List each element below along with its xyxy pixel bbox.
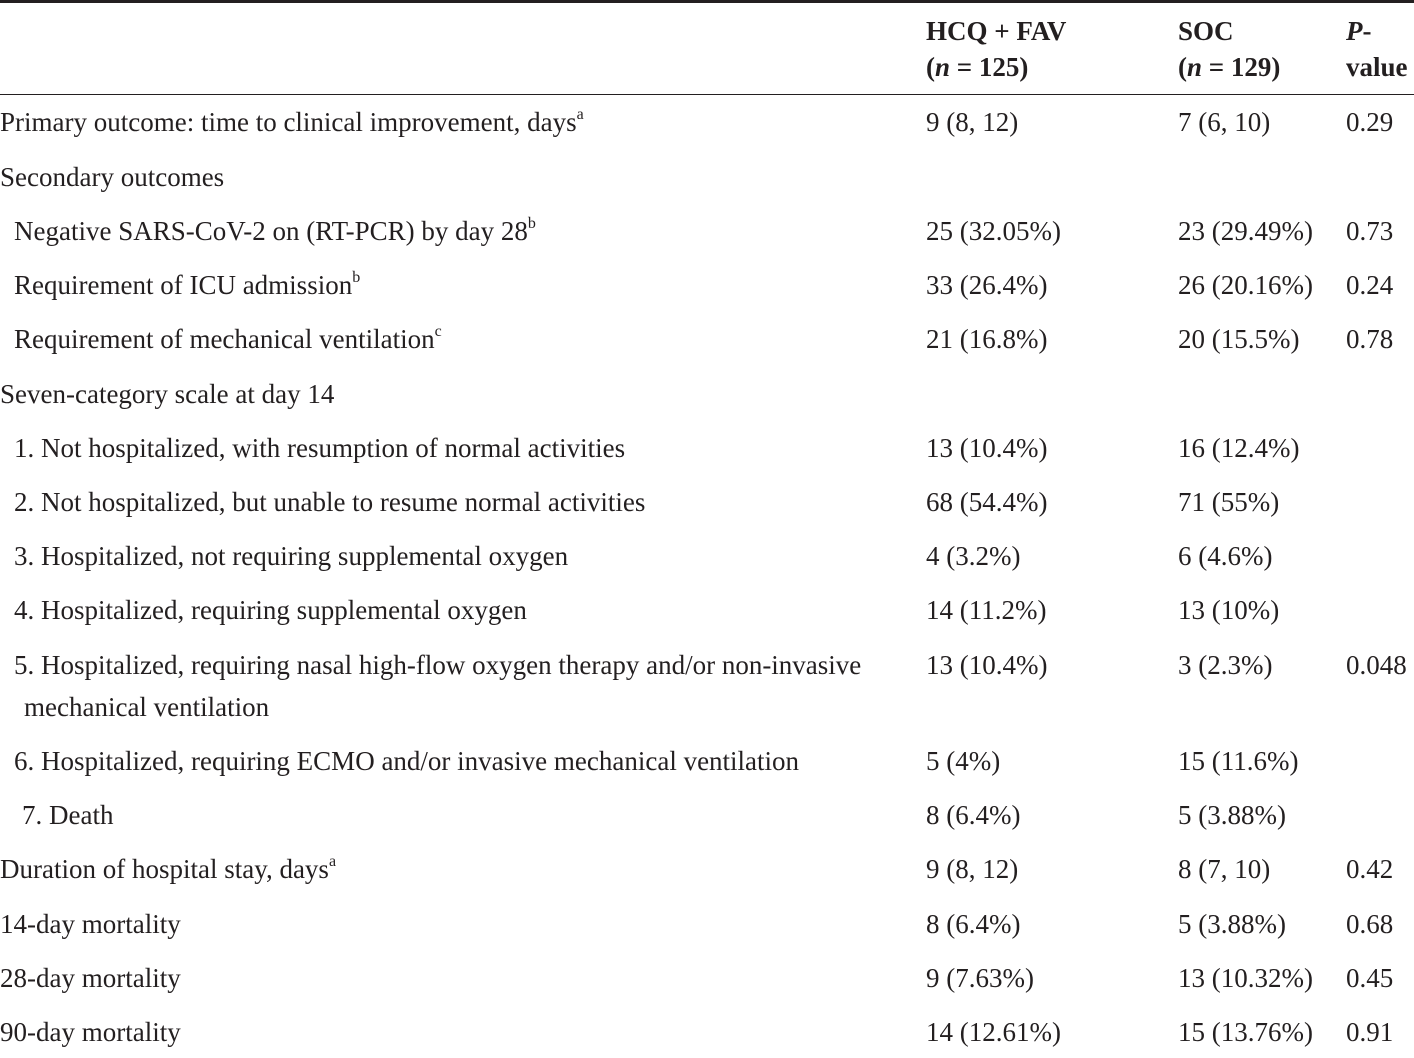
row-soc-value: 15 (11.6%) [1178, 746, 1299, 776]
row-hcq-value: 13 (10.4%) [926, 650, 1048, 680]
row-hcq-value: 5 (4%) [926, 746, 1001, 776]
row-label: 4. Hospitalized, requiring supplemental oxygen [14, 595, 527, 625]
row-hcq-value: 14 (12.61%) [926, 1017, 1061, 1047]
header-soc-n-value: = 129) [1202, 52, 1281, 82]
row-p-value: 0.29 [1346, 107, 1394, 137]
row-soc-value: 15 (13.76%) [1178, 1017, 1313, 1047]
header-p-line2: value [1346, 52, 1408, 82]
row-hcq-value: 14 (11.2%) [926, 595, 1047, 625]
header-soc [1178, 13, 1280, 85]
row-soc-value: 6 (4.6%) [1178, 541, 1273, 571]
row-soc-value: 7 (6, 10) [1178, 107, 1271, 137]
row-soc-value: 16 (12.4%) [1178, 433, 1300, 463]
row-label: Requirement of mechanical ventilation$^c$ [14, 323, 442, 354]
row-label: 28-day mortality [0, 963, 181, 993]
header-soc-title: SOC [1178, 16, 1234, 46]
row-p-value: 0.048 [1346, 650, 1407, 680]
row-soc-value: 5 (3.88%) [1178, 800, 1286, 830]
row-soc-value: 3 (2.3%) [1178, 650, 1273, 680]
row-soc-value: 20 (15.5%) [1178, 324, 1300, 354]
row-soc-value: 5 (3.88%) [1178, 909, 1286, 939]
row-p-value: 0.45 [1346, 963, 1394, 993]
row-hcq-value: 25 (32.05%) [926, 216, 1061, 246]
row-label: 1. Not hospitalized, with resumption of normal activities [14, 433, 626, 463]
header-p-line1 [1346, 13, 1408, 49]
row-soc-value: 71 (55%) [1178, 487, 1280, 517]
row-hcq-value: 13 (10.4%) [926, 433, 1048, 463]
header-hcq-n: (n = 125) [926, 52, 1029, 82]
header-p-value [1346, 13, 1408, 85]
row-soc-value: 13 (10%) [1178, 595, 1280, 625]
header-soc-n-label: n [1187, 52, 1203, 82]
row-hcq-value: 8 (6.4%) [926, 800, 1021, 830]
row-label: 7. Death [22, 800, 114, 830]
row-p-value: 0.24 [1346, 270, 1394, 300]
row-hcq-value: 9 (8, 12) [926, 854, 1019, 884]
row-label [14, 644, 914, 728]
row-p-value: 0.42 [1346, 854, 1394, 884]
row-p-value: 0.91 [1346, 1017, 1394, 1047]
header-hcq-fav [926, 13, 1066, 85]
row-soc-value: 13 (10.32%) [1178, 963, 1313, 993]
row-label: Primary outcome: time to clinical improvement, days$^a$ [0, 106, 584, 137]
row-label: 6. Hospitalized, requiring ECMO and/or invasive mechanical ventilation [14, 746, 800, 776]
row-label: 14-day mortality [0, 909, 181, 939]
header-hcq-n-label: n [935, 52, 951, 82]
header-hcq-n-value: = 125) [950, 52, 1029, 82]
row-hcq-value: 68 (54.4%) [926, 487, 1048, 517]
row-label: 90-day mortality [0, 1017, 181, 1047]
row-hcq-value: 33 (26.4%) [926, 270, 1048, 300]
row-hcq-value: 8 (6.4%) [926, 909, 1021, 939]
table-header [0, 3, 1414, 95]
row-soc-value: 26 (20.16%) [1178, 270, 1313, 300]
row-section-label: Seven-category scale at day 14 [0, 379, 335, 409]
row-soc-value: 8 (7, 10) [1178, 854, 1271, 884]
row-label-line1: 5. Hospitalized, requiring nasal high-flow oxygen therapy and/or non-invasive [14, 650, 862, 680]
row-label: Requirement of ICU admission$^b$ [14, 269, 361, 300]
row-label: 2. Not hospitalized, but unable to resume normal activities [14, 487, 646, 517]
row-soc-value: 23 (29.49%) [1178, 216, 1313, 246]
row-section-label: Secondary outcomes [0, 162, 225, 192]
row-label: Duration of hospital stay, days$^a$ [0, 853, 337, 884]
row-p-value: 0.78 [1346, 324, 1394, 354]
header-p-letter: P [1346, 16, 1363, 46]
row-p-value: 0.68 [1346, 909, 1394, 939]
row-p-value: 0.73 [1346, 216, 1394, 246]
header-soc-n: (n = 129) [1178, 52, 1281, 82]
row-label: Negative SARS-CoV-2 on (RT-PCR) by day 28$^b$ [14, 215, 536, 246]
row-hcq-value: 9 (7.63%) [926, 963, 1034, 993]
header-p-hyphen: - [1362, 16, 1372, 46]
row-label: 3. Hospitalized, not requiring supplemental oxygen [14, 541, 569, 571]
row-hcq-value: 21 (16.8%) [926, 324, 1048, 354]
header-hcq-title: HCQ + FAV [926, 16, 1067, 46]
row-label-line2: mechanical ventilation [24, 692, 270, 722]
row-hcq-value: 4 (3.2%) [926, 541, 1021, 571]
row-hcq-value: 9 (8, 12) [926, 107, 1019, 137]
